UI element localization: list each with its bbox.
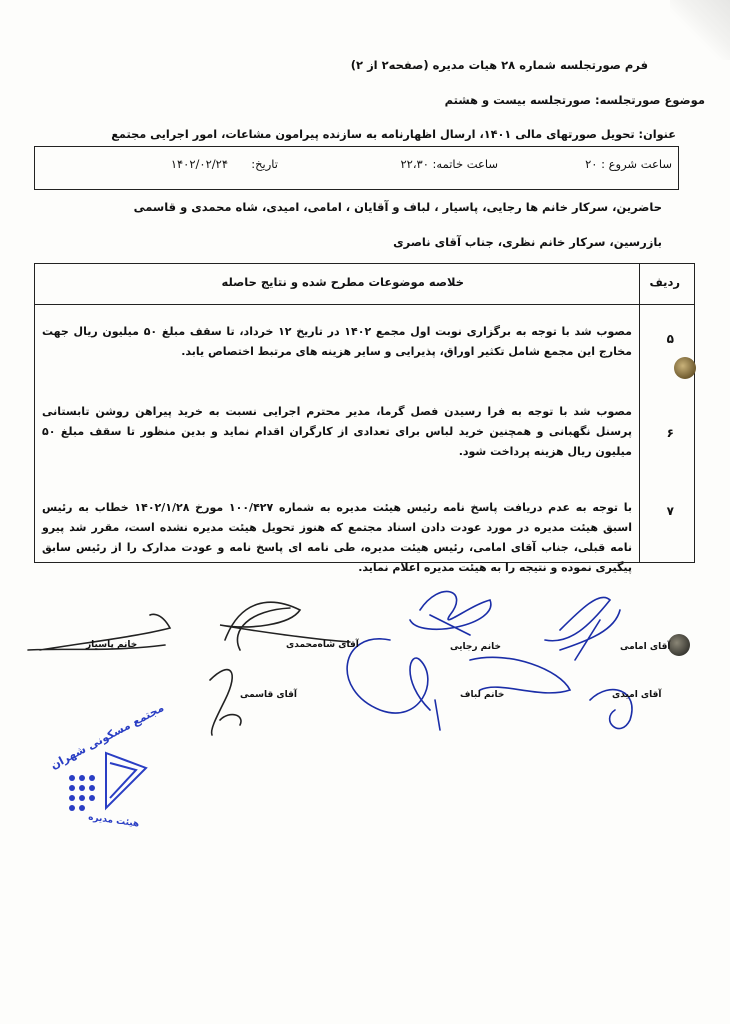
signature-name: خانم رجایی xyxy=(450,642,501,652)
start-time: ساعت شروع : ۲۰ xyxy=(585,157,672,171)
stamp-top-text: مجتمع مسکونی شهران xyxy=(48,701,167,772)
signature-name: آقای امیدی xyxy=(612,690,662,700)
organization-stamp xyxy=(38,701,188,848)
meeting-title: عنوان: تحویل صورتهای مالی ۱۴۰۱، ارسال اظهارنامه به سازنده پیرامون مشاعات، امور اجرایی مجتمع xyxy=(111,128,676,141)
signature-name: آقای امامی xyxy=(620,642,671,652)
meeting-subject: موضوع صورتجلسه: صورتجلسه بیست و هشتم xyxy=(444,93,705,107)
row-number: ۷ xyxy=(666,504,674,518)
meeting-info-box xyxy=(34,146,679,190)
column-header-row: ردیف xyxy=(649,275,680,289)
punch-hole xyxy=(674,357,696,379)
inspectors: بازرسین، سرکار خانم نظری، جناب آقای ناصری xyxy=(393,235,662,249)
attendees: حاضرین، سرکار خانم ها رجایی، پاسیار ، لباف و آقایان ، امامی، امیدی، شاه محمدی و قاسمی xyxy=(133,200,662,214)
signature-name: آقای قاسمی xyxy=(240,690,298,700)
table-column-divider xyxy=(639,264,640,562)
row-text: مصوب شد با توجه به فرا رسیدن فصل گرما، مدیر محترم اجرایی نسبت به خرید پیراهن روشن تابستانی پرسنل نگهبانی و همچنین خرید لباس برای تعدادی از کارگران اقدام نماید و بدین منظور تا سقف مبلغ ۵۰ میلیون ریال هزینه پرداخت شود. xyxy=(42,405,632,458)
column-header-summary: خلاصه موضوعات مطرح شده و نتایج حاصله xyxy=(221,275,464,289)
signature-name: آقای شاه‌محمدی xyxy=(286,640,359,650)
row-number: ۵ xyxy=(666,332,674,346)
table-header-divider xyxy=(35,304,694,305)
date-label: تاریخ: xyxy=(251,157,278,171)
row-text: با توجه به عدم دریافت پاسخ نامه رئیس هیئت مدیره به شماره ۱۰۰/۴۲۷ مورخ ۱۴۰۲/۱/۲۸ خطاب به رئیس اسبق هیئت مدیره در مورد عودت دادن اسناد مجتمع که هنوز تحویل هیئت مدیره نشده است، مقرر شد پیرو نامه قبلی، جناب آقای امامی، رئیس هیئت مدیره، طی نامه ای پاسخ نامه و عودت مدارک را از رئیس سابق پیگیری نموده و نتیجه را به هیئت مدیره اعلام نماید. xyxy=(42,501,632,574)
form-title: فرم صورتجلسه شماره ۲۸ هیات مدیره (صفحه۲ از ۲) xyxy=(350,58,648,72)
end-time: ساعت خاتمه: ۲۲،۳۰ xyxy=(400,157,498,171)
signature-name: خانم پاسیار xyxy=(86,640,138,650)
signature-name: خانم لباف xyxy=(460,690,505,700)
stamp-bottom-text: هیئت مدیره xyxy=(87,812,140,830)
row-text: مصوب شد با توجه به برگزاری نوبت اول مجمع ۱۴۰۲ در تاریخ ۱۲ خرداد، تا سقف مبلغ ۵۰ میلیون ریال جهت مخارج این مجمع شامل تکثیر اوراق، پذیرایی و سایر هزینه های مرتبط اختصاص یابد. xyxy=(42,325,632,358)
folded-corner xyxy=(670,0,730,60)
date-value: ۱۴۰۲/۰۲/۲۴ xyxy=(170,157,228,171)
row-number: ۶ xyxy=(666,426,674,440)
minutes-table xyxy=(34,263,695,574)
